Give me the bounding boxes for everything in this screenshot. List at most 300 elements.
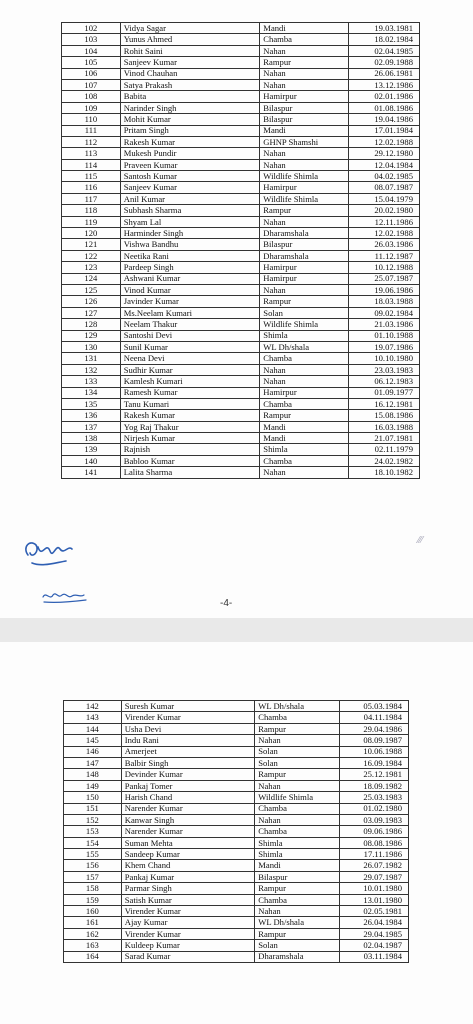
serial-number-cell: 114 bbox=[62, 159, 121, 170]
serial-number-cell: 161 bbox=[64, 917, 122, 928]
table-row bbox=[62, 23, 420, 34]
serial-number-cell: 130 bbox=[62, 341, 121, 352]
table-row bbox=[64, 826, 409, 837]
table-row bbox=[62, 307, 420, 318]
location-cell: Mandi bbox=[260, 433, 349, 444]
name-cell: Mukesh Pundir bbox=[120, 148, 260, 159]
serial-number-cell: 117 bbox=[62, 193, 121, 204]
serial-number-cell: 135 bbox=[62, 398, 121, 409]
location-cell: Solan bbox=[255, 757, 340, 768]
serial-number-cell: 111 bbox=[62, 125, 121, 136]
name-cell: Harish Chand bbox=[121, 792, 255, 803]
name-cell: Vinod Chauhan bbox=[120, 68, 260, 79]
date-cell: 09.06.1986 bbox=[340, 826, 409, 837]
serial-number-cell: 132 bbox=[62, 364, 121, 375]
name-cell: Virender Kumar bbox=[121, 928, 255, 939]
date-cell: 15.04.1979 bbox=[349, 193, 420, 204]
name-cell: Narender Kumar bbox=[121, 826, 255, 837]
name-cell: Kanwar Singh bbox=[121, 814, 255, 825]
table-row bbox=[64, 735, 409, 746]
location-cell: Shimla bbox=[255, 837, 340, 848]
location-cell: Nahan bbox=[260, 45, 349, 56]
date-cell: 11.12.1987 bbox=[349, 250, 420, 261]
date-cell: 16.03.1988 bbox=[349, 421, 420, 432]
table-row bbox=[62, 273, 420, 284]
name-cell: Ajay Kumar bbox=[121, 917, 255, 928]
serial-number-cell: 131 bbox=[62, 353, 121, 364]
name-cell: Babita bbox=[120, 91, 260, 102]
faint-stamp-icon: ⁄⁄⁄ bbox=[418, 535, 424, 546]
date-cell: 19.06.1986 bbox=[349, 284, 420, 295]
date-cell: 02.05.1981 bbox=[340, 906, 409, 917]
serial-number-cell: 143 bbox=[64, 712, 122, 723]
date-cell: 20.02.1980 bbox=[349, 205, 420, 216]
location-cell: Bilaspur bbox=[255, 871, 340, 882]
name-cell: Virender Kumar bbox=[121, 712, 255, 723]
name-cell: Devinder Kumar bbox=[121, 769, 255, 780]
name-cell: Vishwa Bandhu bbox=[120, 239, 260, 250]
name-cell: Neetika Rani bbox=[120, 250, 260, 261]
table-row bbox=[62, 410, 420, 421]
serial-number-cell: 142 bbox=[64, 701, 122, 712]
date-cell: 16.12.1981 bbox=[349, 398, 420, 409]
serial-number-cell: 139 bbox=[62, 444, 121, 455]
name-cell: Sandeep Kumar bbox=[121, 849, 255, 860]
table-row bbox=[62, 250, 420, 261]
name-cell: Suman Mehta bbox=[121, 837, 255, 848]
location-cell: Rampur bbox=[260, 410, 349, 421]
table-row bbox=[62, 125, 420, 136]
name-cell: Rajnish bbox=[120, 444, 260, 455]
location-cell: Nahan bbox=[255, 814, 340, 825]
location-cell: WL Dh/shala bbox=[255, 701, 340, 712]
name-cell: Vinod Kumar bbox=[120, 284, 260, 295]
name-cell: Rohit Saini bbox=[120, 45, 260, 56]
location-cell: Dharamshala bbox=[255, 951, 340, 962]
name-cell: Suresh Kumar bbox=[121, 701, 255, 712]
location-cell: Dharamshala bbox=[260, 250, 349, 261]
name-cell: Sudhir Kumar bbox=[120, 364, 260, 375]
date-cell: 10.01.1980 bbox=[340, 883, 409, 894]
table-row bbox=[62, 239, 420, 250]
name-cell: Narinder Singh bbox=[120, 102, 260, 113]
serial-number-cell: 128 bbox=[62, 319, 121, 330]
location-cell: Bilaspur bbox=[260, 114, 349, 125]
name-cell: Rakesh Kumar bbox=[120, 136, 260, 147]
table-row bbox=[62, 421, 420, 432]
table-row bbox=[62, 387, 420, 398]
date-cell: 26.07.1982 bbox=[340, 860, 409, 871]
table-row bbox=[64, 906, 409, 917]
location-cell: Nahan bbox=[260, 364, 349, 375]
name-cell: Babloo Kumar bbox=[120, 455, 260, 466]
location-cell: Bilaspur bbox=[260, 239, 349, 250]
location-cell: Shimla bbox=[255, 849, 340, 860]
name-cell: Neena Devi bbox=[120, 353, 260, 364]
table-row bbox=[64, 803, 409, 814]
table-row bbox=[64, 746, 409, 757]
table-row bbox=[64, 951, 409, 962]
date-cell: 19.03.1981 bbox=[349, 23, 420, 34]
date-cell: 12.02.1988 bbox=[349, 228, 420, 239]
location-cell: Hamirpur bbox=[260, 91, 349, 102]
name-cell: Kamlesh Kumari bbox=[120, 376, 260, 387]
name-cell: Virender Kumar bbox=[121, 906, 255, 917]
serial-number-cell: 162 bbox=[64, 928, 122, 939]
table-row bbox=[64, 837, 409, 848]
location-cell: Chamba bbox=[255, 712, 340, 723]
serial-number-cell: 138 bbox=[62, 433, 121, 444]
name-cell: Harminder Singh bbox=[120, 228, 260, 239]
name-cell: Mohit Kumar bbox=[120, 114, 260, 125]
table-row bbox=[62, 433, 420, 444]
serial-number-cell: 134 bbox=[62, 387, 121, 398]
date-cell: 04.11.1984 bbox=[340, 712, 409, 723]
date-cell: 18.10.1982 bbox=[349, 467, 420, 478]
serial-number-cell: 102 bbox=[62, 23, 121, 34]
serial-number-cell: 116 bbox=[62, 182, 121, 193]
name-cell: Sunil Kumar bbox=[120, 341, 260, 352]
date-cell: 02.11.1979 bbox=[349, 444, 420, 455]
serial-number-cell: 125 bbox=[62, 284, 121, 295]
location-cell: Nahan bbox=[255, 780, 340, 791]
records-table-page-1 bbox=[61, 22, 420, 479]
serial-number-cell: 106 bbox=[62, 68, 121, 79]
serial-number-cell: 124 bbox=[62, 273, 121, 284]
name-cell: Ramesh Kumar bbox=[120, 387, 260, 398]
location-cell: Rampur bbox=[260, 205, 349, 216]
location-cell: Wildlife Shimla bbox=[260, 193, 349, 204]
location-cell: Nahan bbox=[260, 216, 349, 227]
serial-number-cell: 152 bbox=[64, 814, 122, 825]
table-row bbox=[64, 701, 409, 712]
date-cell: 06.12.1983 bbox=[349, 376, 420, 387]
date-cell: 23.03.1983 bbox=[349, 364, 420, 375]
date-cell: 29.07.1987 bbox=[340, 871, 409, 882]
date-cell: 01.02.1980 bbox=[340, 803, 409, 814]
serial-number-cell: 121 bbox=[62, 239, 121, 250]
date-cell: 19.07.1986 bbox=[349, 341, 420, 352]
table-row bbox=[62, 102, 420, 113]
name-cell: Subhash Sharma bbox=[120, 205, 260, 216]
name-cell: Sanjeev Kumar bbox=[120, 182, 260, 193]
serial-number-cell: 164 bbox=[64, 951, 122, 962]
table-row bbox=[62, 284, 420, 295]
table-row bbox=[62, 319, 420, 330]
name-cell: Usha Devi bbox=[121, 723, 255, 734]
serial-number-cell: 112 bbox=[62, 136, 121, 147]
serial-number-cell: 133 bbox=[62, 376, 121, 387]
date-cell: 13.01.1980 bbox=[340, 894, 409, 905]
date-cell: 19.04.1986 bbox=[349, 114, 420, 125]
name-cell: Parmar Singh bbox=[121, 883, 255, 894]
records-table-page-2 bbox=[63, 700, 409, 963]
name-cell: Javinder Kumar bbox=[120, 296, 260, 307]
table-row bbox=[62, 444, 420, 455]
table-row bbox=[62, 193, 420, 204]
location-cell: Rampur bbox=[255, 723, 340, 734]
table-row bbox=[62, 45, 420, 56]
name-cell: Pritam Singh bbox=[120, 125, 260, 136]
date-cell: 21.07.1981 bbox=[349, 433, 420, 444]
name-cell: Santoshi Devi bbox=[120, 330, 260, 341]
table-row bbox=[62, 148, 420, 159]
location-cell: Chamba bbox=[255, 803, 340, 814]
serial-number-cell: 153 bbox=[64, 826, 122, 837]
date-cell: 02.01.1986 bbox=[349, 91, 420, 102]
location-cell: Shimla bbox=[260, 330, 349, 341]
name-cell: Khem Chand bbox=[121, 860, 255, 871]
serial-number-cell: 157 bbox=[64, 871, 122, 882]
location-cell: Wildlife Shimla bbox=[255, 792, 340, 803]
serial-number-cell: 156 bbox=[64, 860, 122, 871]
serial-number-cell: 137 bbox=[62, 421, 121, 432]
date-cell: 03.09.1983 bbox=[340, 814, 409, 825]
date-cell: 29.04.1985 bbox=[340, 928, 409, 939]
serial-number-cell: 103 bbox=[62, 34, 121, 45]
name-cell: Yog Raj Thakur bbox=[120, 421, 260, 432]
date-cell: 10.10.1980 bbox=[349, 353, 420, 364]
serial-number-cell: 158 bbox=[64, 883, 122, 894]
date-cell: 10.12.1988 bbox=[349, 262, 420, 273]
date-cell: 15.08.1986 bbox=[349, 410, 420, 421]
serial-number-cell: 127 bbox=[62, 307, 121, 318]
serial-number-cell: 148 bbox=[64, 769, 122, 780]
table-row bbox=[62, 228, 420, 239]
location-cell: Chamba bbox=[260, 398, 349, 409]
location-cell: Solan bbox=[260, 307, 349, 318]
date-cell: 18.03.1988 bbox=[349, 296, 420, 307]
serial-number-cell: 110 bbox=[62, 114, 121, 125]
name-cell: Nirjesh Kumar bbox=[120, 433, 260, 444]
name-cell: Shyam Lal bbox=[120, 216, 260, 227]
name-cell: Anil Kumar bbox=[120, 193, 260, 204]
table-row bbox=[62, 182, 420, 193]
serial-number-cell: 155 bbox=[64, 849, 122, 860]
serial-number-cell: 154 bbox=[64, 837, 122, 848]
date-cell: 01.08.1986 bbox=[349, 102, 420, 113]
location-cell: Dharamshala bbox=[260, 228, 349, 239]
table-row bbox=[64, 792, 409, 803]
table-row bbox=[64, 780, 409, 791]
location-cell: Mandi bbox=[260, 23, 349, 34]
serial-number-cell: 119 bbox=[62, 216, 121, 227]
name-cell: Yunus Ahmed bbox=[120, 34, 260, 45]
name-cell: Indu Rani bbox=[121, 735, 255, 746]
name-cell: Balbir Singh bbox=[121, 757, 255, 768]
date-cell: 08.09.1987 bbox=[340, 735, 409, 746]
date-cell: 01.09.1977 bbox=[349, 387, 420, 398]
location-cell: Chamba bbox=[260, 455, 349, 466]
date-cell: 13.12.1986 bbox=[349, 79, 420, 90]
date-cell: 25.07.1987 bbox=[349, 273, 420, 284]
name-cell: Pankaj Tomer bbox=[121, 780, 255, 791]
location-cell: Nahan bbox=[260, 159, 349, 170]
serial-number-cell: 115 bbox=[62, 171, 121, 182]
table-row bbox=[64, 757, 409, 768]
name-cell: Santosh Kumar bbox=[120, 171, 260, 182]
name-cell: Ashwani Kumar bbox=[120, 273, 260, 284]
serial-number-cell: 150 bbox=[64, 792, 122, 803]
serial-number-cell: 151 bbox=[64, 803, 122, 814]
location-cell: WL Dh/shala bbox=[255, 917, 340, 928]
serial-number-cell: 146 bbox=[64, 746, 122, 757]
table-row bbox=[62, 159, 420, 170]
name-cell: Sarad Kumar bbox=[121, 951, 255, 962]
table-row bbox=[64, 928, 409, 939]
location-cell: Wildlife Shimla bbox=[260, 319, 349, 330]
table-row bbox=[62, 68, 420, 79]
table-row bbox=[62, 296, 420, 307]
serial-number-cell: 120 bbox=[62, 228, 121, 239]
date-cell: 26.03.1986 bbox=[349, 239, 420, 250]
serial-number-cell: 126 bbox=[62, 296, 121, 307]
date-cell: 03.11.1984 bbox=[340, 951, 409, 962]
page-separator bbox=[0, 618, 473, 642]
table-row bbox=[64, 871, 409, 882]
date-cell: 05.03.1984 bbox=[340, 701, 409, 712]
location-cell: Hamirpur bbox=[260, 182, 349, 193]
date-cell: 12.04.1984 bbox=[349, 159, 420, 170]
table-row bbox=[64, 894, 409, 905]
location-cell: Mandi bbox=[260, 125, 349, 136]
location-cell: Chamba bbox=[260, 353, 349, 364]
serial-number-cell: 145 bbox=[64, 735, 122, 746]
serial-number-cell: 108 bbox=[62, 91, 121, 102]
serial-number-cell: 144 bbox=[64, 723, 122, 734]
location-cell: Chamba bbox=[255, 826, 340, 837]
name-cell: Satish Kumar bbox=[121, 894, 255, 905]
serial-number-cell: 123 bbox=[62, 262, 121, 273]
location-cell: Solan bbox=[255, 940, 340, 951]
serial-number-cell: 129 bbox=[62, 330, 121, 341]
table-row bbox=[62, 353, 420, 364]
name-cell: Narender Kumar bbox=[121, 803, 255, 814]
date-cell: 18.09.1982 bbox=[340, 780, 409, 791]
location-cell: Nahan bbox=[260, 148, 349, 159]
name-cell: Rakesh Kumar bbox=[120, 410, 260, 421]
location-cell: Nahan bbox=[260, 467, 349, 478]
location-cell: Nahan bbox=[260, 284, 349, 295]
location-cell: Chamba bbox=[260, 34, 349, 45]
table-row bbox=[62, 114, 420, 125]
serial-number-cell: 118 bbox=[62, 205, 121, 216]
name-cell: Tanu Kumari bbox=[120, 398, 260, 409]
signature-mark bbox=[20, 533, 80, 573]
location-cell: Bilaspur bbox=[260, 102, 349, 113]
location-cell: WL Dh/shala bbox=[260, 341, 349, 352]
table-row bbox=[62, 79, 420, 90]
date-cell: 17.01.1984 bbox=[349, 125, 420, 136]
date-cell: 10.06.1988 bbox=[340, 746, 409, 757]
table-row bbox=[62, 205, 420, 216]
date-cell: 21.03.1986 bbox=[349, 319, 420, 330]
serial-number-cell: 107 bbox=[62, 79, 121, 90]
date-cell: 01.10.1988 bbox=[349, 330, 420, 341]
location-cell: Nahan bbox=[255, 735, 340, 746]
table-row bbox=[62, 341, 420, 352]
location-cell: Rampur bbox=[260, 296, 349, 307]
date-cell: 02.04.1985 bbox=[349, 45, 420, 56]
table-row bbox=[62, 262, 420, 273]
page-number: -4- bbox=[220, 598, 233, 609]
serial-number-cell: 149 bbox=[64, 780, 122, 791]
serial-number-cell: 109 bbox=[62, 102, 121, 113]
date-cell: 17.11.1986 bbox=[340, 849, 409, 860]
location-cell: Nahan bbox=[260, 68, 349, 79]
table-row bbox=[62, 467, 420, 478]
date-cell: 24.02.1982 bbox=[349, 455, 420, 466]
table-row bbox=[64, 814, 409, 825]
date-cell: 12.02.1988 bbox=[349, 136, 420, 147]
date-cell: 12.11.1986 bbox=[349, 216, 420, 227]
serial-number-cell: 160 bbox=[64, 906, 122, 917]
serial-number-cell: 122 bbox=[62, 250, 121, 261]
table-row bbox=[64, 883, 409, 894]
table-row bbox=[62, 330, 420, 341]
name-cell: Vidya Sagar bbox=[120, 23, 260, 34]
table-row bbox=[64, 860, 409, 871]
date-cell: 26.06.1981 bbox=[349, 68, 420, 79]
name-cell: Sanjeev Kumar bbox=[120, 57, 260, 68]
date-cell: 18.02.1984 bbox=[349, 34, 420, 45]
table-row bbox=[62, 376, 420, 387]
serial-number-cell: 159 bbox=[64, 894, 122, 905]
location-cell: Chamba bbox=[255, 894, 340, 905]
table-row bbox=[62, 91, 420, 102]
table-row bbox=[62, 216, 420, 227]
serial-number-cell: 104 bbox=[62, 45, 121, 56]
name-cell: Praveen Kumar bbox=[120, 159, 260, 170]
table-row bbox=[64, 723, 409, 734]
table-row bbox=[64, 849, 409, 860]
date-cell: 29.04.1986 bbox=[340, 723, 409, 734]
name-cell: Pankaj Kumar bbox=[121, 871, 255, 882]
name-cell: Lalita Sharma bbox=[120, 467, 260, 478]
date-cell: 09.02.1984 bbox=[349, 307, 420, 318]
serial-number-cell: 141 bbox=[62, 467, 121, 478]
date-cell: 25.03.1983 bbox=[340, 792, 409, 803]
table-row bbox=[64, 940, 409, 951]
location-cell: Nahan bbox=[255, 906, 340, 917]
date-cell: 04.02.1985 bbox=[349, 171, 420, 182]
table-row bbox=[64, 712, 409, 723]
table-row bbox=[62, 57, 420, 68]
table-row bbox=[62, 398, 420, 409]
table-row bbox=[62, 136, 420, 147]
location-cell: Rampur bbox=[255, 883, 340, 894]
location-cell: Rampur bbox=[255, 928, 340, 939]
table-row bbox=[62, 34, 420, 45]
serial-number-cell: 113 bbox=[62, 148, 121, 159]
location-cell: Hamirpur bbox=[260, 387, 349, 398]
location-cell: Solan bbox=[255, 746, 340, 757]
location-cell: Rampur bbox=[260, 57, 349, 68]
location-cell: Hamirpur bbox=[260, 273, 349, 284]
name-cell: Kuldeep Kumar bbox=[121, 940, 255, 951]
location-cell: Nahan bbox=[260, 79, 349, 90]
location-cell: Rampur bbox=[255, 769, 340, 780]
date-cell: 02.04.1987 bbox=[340, 940, 409, 951]
table-row bbox=[64, 769, 409, 780]
name-cell: Pardeep Singh bbox=[120, 262, 260, 273]
date-cell: 02.09.1988 bbox=[349, 57, 420, 68]
location-cell: Hamirpur bbox=[260, 262, 349, 273]
date-cell: 26.04.1984 bbox=[340, 917, 409, 928]
serial-number-cell: 147 bbox=[64, 757, 122, 768]
date-cell: 25.12.1981 bbox=[340, 769, 409, 780]
table-row bbox=[62, 171, 420, 182]
